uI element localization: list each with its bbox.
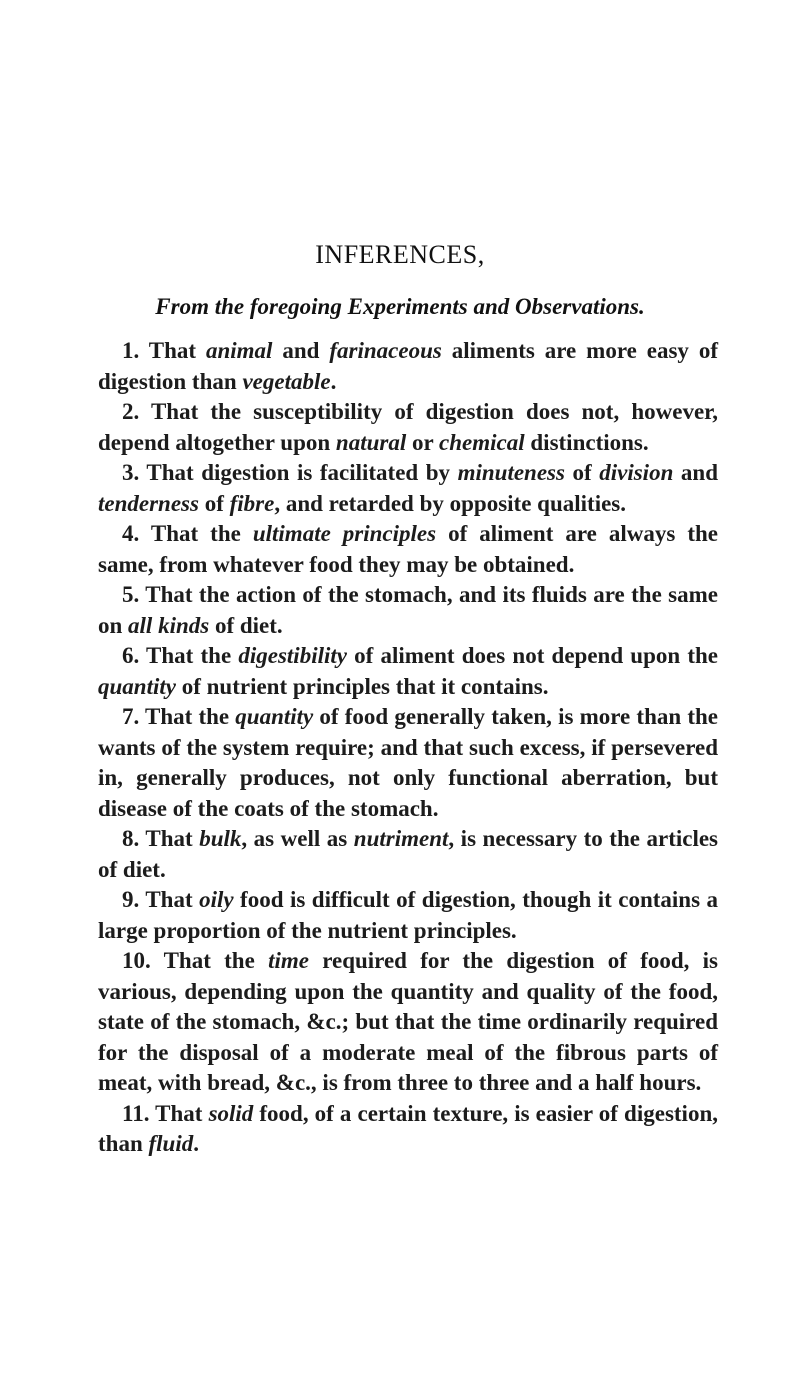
inference-list <box>98 336 718 1160</box>
inference-text: of <box>198 490 230 516</box>
inference-text: , and retarded by opposite qualities. <box>274 490 626 516</box>
inference-text: That <box>155 1100 209 1126</box>
inference-number: 2. <box>122 399 140 424</box>
page-heading: INFERENCES, <box>315 240 485 269</box>
inference-text: and <box>272 338 330 363</box>
inference-text: That the <box>150 521 253 546</box>
emphasized-term: vegetable <box>242 368 331 394</box>
inference-text: distinctions. <box>524 429 649 455</box>
inference-text: That digestion is facilitated by <box>146 460 458 485</box>
inference-number: 6. <box>122 643 140 668</box>
inference-number: 4. <box>122 521 140 546</box>
emphasized-term: time <box>268 948 309 973</box>
inference-text: That <box>145 887 200 912</box>
inference-item <box>98 336 718 397</box>
inference-number: 3. <box>122 460 140 485</box>
emphasized-term: oily <box>199 887 234 912</box>
inference-text: of nutrient principles that it contains. <box>175 673 549 699</box>
inference-item <box>98 580 718 641</box>
inference-item <box>98 946 718 1099</box>
inference-item <box>98 519 718 580</box>
emphasized-term: bulk <box>199 826 242 851</box>
inference-text: of aliment does not depend upon the <box>346 643 719 668</box>
inference-number: 5. <box>122 582 140 607</box>
inference-text: That <box>148 338 206 363</box>
inference-text: That the susceptibility of digestion does not, however, depend altogether upon <box>98 399 718 455</box>
inference-number: 8. <box>122 826 140 851</box>
inference-text: food, of a certain texture, is easier of digestion, than <box>98 1100 718 1156</box>
inference-number: 10. <box>122 948 151 973</box>
emphasized-term: nutriment <box>353 826 449 851</box>
inference-text: That the action of the stomach, and its fluids are the same on <box>98 582 718 638</box>
inference-text: That the <box>146 643 239 668</box>
inference-item <box>98 641 718 702</box>
emphasized-term: natural <box>335 429 407 455</box>
inference-text: , as well as <box>241 826 354 851</box>
emphasized-term: chemical <box>439 429 525 455</box>
inference-number: 1. <box>122 338 140 363</box>
inference-text: of aliment are always the same, from whatever food they may be obtained. <box>98 521 719 577</box>
emphasized-term: all kinds <box>128 612 210 638</box>
inference-text: food is difficult of digestion, though it contains a large proportion of the nutrient principles. <box>98 887 718 943</box>
inference-text: or <box>406 429 440 455</box>
emphasized-term: tenderness <box>98 490 199 516</box>
inference-item <box>98 458 718 519</box>
inference-number: 9. <box>122 887 140 912</box>
emphasized-term: ultimate principles <box>252 521 437 546</box>
inference-text: and <box>673 460 718 485</box>
inference-item <box>98 1099 718 1160</box>
inference-item <box>98 702 718 824</box>
emphasized-term: fluid <box>148 1131 194 1156</box>
inference-text: . <box>330 368 337 394</box>
inference-item <box>98 824 718 885</box>
inference-text: of food generally taken, is more than the wants of the system require; and that such excess, if persevered in, generally produces, not only functional aberration, but disease of the coats of the stomach. <box>98 704 718 821</box>
inference-text: That <box>145 826 200 851</box>
inference-item <box>98 885 718 946</box>
inference-text: . <box>193 1131 199 1156</box>
emphasized-term: minuteness <box>457 460 565 485</box>
emphasized-term: animal <box>205 338 273 363</box>
inference-text: of diet. <box>209 612 283 638</box>
emphasized-term: digestibility <box>238 643 347 668</box>
inference-number: 11. <box>122 1100 150 1126</box>
inference-text: That the <box>145 704 236 729</box>
emphasized-term: quantity <box>235 704 314 729</box>
page-subheading: From the foregoing Experiments and Observations. <box>155 294 645 319</box>
emphasized-term: farinaceous <box>329 338 442 363</box>
inference-text: , is necessary to the articles of diet. <box>98 826 719 882</box>
inference-text: That the <box>163 948 269 973</box>
emphasized-term: solid <box>208 1100 254 1126</box>
inference-text: required for the digestion of food, is various, depending upon the quantity and quality of the food, state of the stomach, &c.; but that the time ordinarily required for the disposal of a moderate meal of the fibrous parts of meat, with bread, &c., is from three to three and a half hours. <box>98 948 718 1095</box>
emphasized-term: fibre <box>229 490 275 516</box>
emphasized-term: division <box>599 460 674 485</box>
inference-text: of <box>564 460 600 485</box>
inference-text: aliments are more easy of digestion than <box>98 338 718 394</box>
inference-item <box>98 397 718 458</box>
emphasized-term: quantity <box>98 673 176 699</box>
inference-number: 7. <box>122 704 140 729</box>
